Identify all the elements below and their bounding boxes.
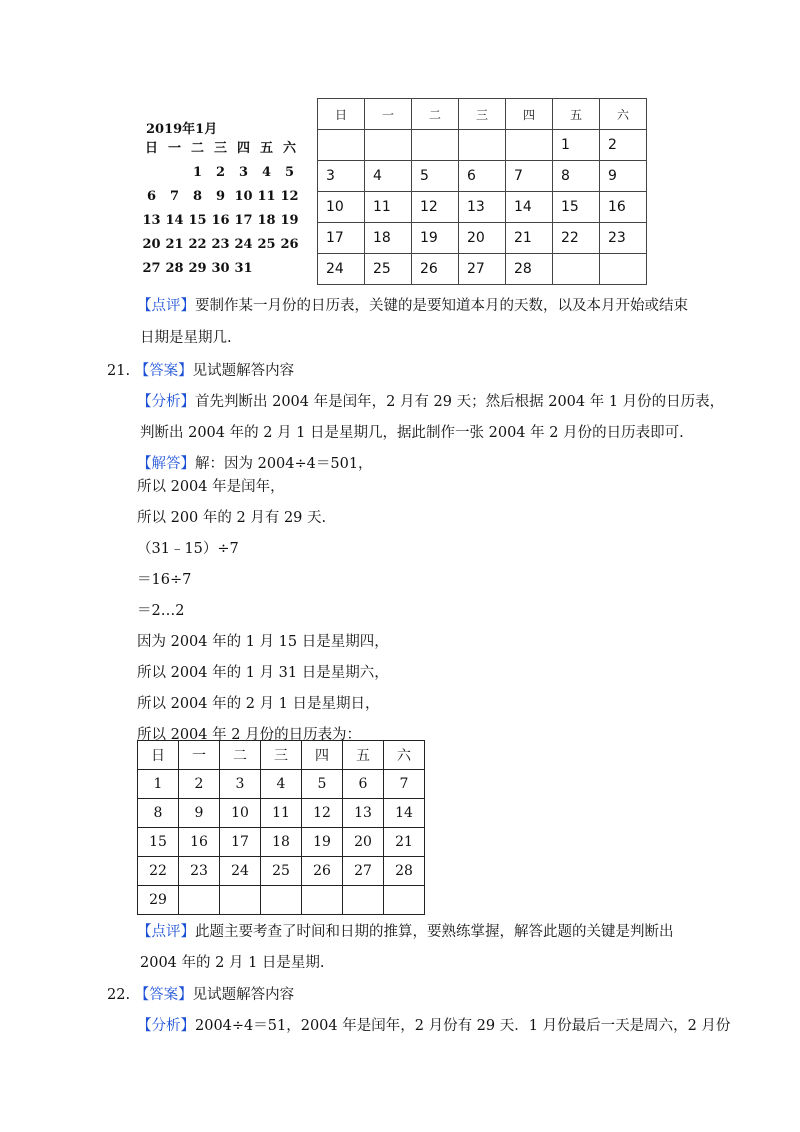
mini-day: 9 — [215, 189, 226, 204]
solution-text: 解：因为 2004÷4＝501， — [195, 456, 373, 472]
mini-weekday: 四 — [236, 141, 250, 156]
day-cell: 24 — [220, 857, 261, 886]
mini-day — [255, 260, 278, 278]
day-cell: 11 — [261, 799, 302, 828]
weekday-cell: 二 — [412, 99, 459, 130]
day-cell — [179, 886, 220, 915]
day-cell — [384, 886, 425, 915]
day-cell: 4 — [365, 161, 412, 192]
weekday-cell: 三 — [459, 99, 506, 130]
day-cell: 18 — [365, 223, 412, 254]
day-cell: 22 — [553, 223, 600, 254]
solution-line: 所以 2004 年的 2 月 1 日是星期日， — [137, 696, 380, 712]
day-cell: 20 — [459, 223, 506, 254]
day-cell: 9 — [600, 161, 647, 192]
day-cell: 10 — [220, 799, 261, 828]
day-cell: 6 — [459, 161, 506, 192]
day-cell — [302, 886, 343, 915]
weekday-cell: 四 — [302, 741, 343, 770]
solution-line: 所以 200 年的 2 月有 29 天. — [137, 510, 327, 526]
table-row — [138, 770, 425, 799]
day-cell — [365, 130, 412, 161]
table-header-row — [138, 741, 425, 770]
comment-tag: 【点评】 — [137, 298, 195, 314]
day-cell — [600, 254, 647, 285]
solution-line: 因为 2004 年的 1 月 15 日是星期四， — [137, 634, 389, 650]
comment-text: 此题主要考查了时间和日期的推算，要熟练掌握，解答此题的关键是判断出 — [195, 924, 674, 940]
q22-answer-line — [107, 985, 294, 1005]
day-cell — [459, 130, 506, 161]
mini-weekday: 五 — [259, 141, 273, 156]
day-cell: 24 — [318, 254, 365, 285]
mini-calendar-title: 2019年1月 — [146, 122, 218, 137]
mini-day: 15 — [188, 213, 207, 228]
weekday-cell: 三 — [261, 741, 302, 770]
day-cell: 9 — [179, 799, 220, 828]
day-cell: 23 — [179, 857, 220, 886]
day-cell: 27 — [459, 254, 506, 285]
day-cell: 2 — [600, 130, 647, 161]
comment20-line2: 日期是星期几. — [140, 330, 232, 346]
mini-day — [163, 164, 186, 182]
mini-weekday: 二 — [190, 141, 204, 156]
day-cell — [318, 130, 365, 161]
weekday-cell: 一 — [179, 741, 220, 770]
mini-day: 26 — [280, 237, 299, 252]
day-cell: 22 — [138, 857, 179, 886]
mini-day: 17 — [234, 213, 253, 228]
analysis-tag: 【分析】 — [137, 394, 195, 410]
comment21-line2: 2004 年的 2 月 1 日是星期. — [140, 955, 325, 971]
q22-analysis-line1 — [137, 1016, 730, 1036]
q21-analysis-line1 — [137, 392, 724, 412]
day-cell: 13 — [459, 192, 506, 223]
day-cell — [220, 886, 261, 915]
day-cell: 14 — [506, 192, 553, 223]
day-cell: 15 — [138, 828, 179, 857]
day-cell: 3 — [220, 770, 261, 799]
comment20-line1 — [137, 296, 688, 316]
mini-day: 14 — [165, 213, 184, 228]
analysis-tag: 【分析】 — [137, 1018, 195, 1034]
solution-line: 所以 2004 年是闰年， — [137, 479, 285, 495]
day-cell: 20 — [343, 828, 384, 857]
analysis-text: 2004÷4＝51，2004 年是闰年，2 月份有 29 天．1 月份最后一天是周六，2 月份 — [195, 1018, 731, 1034]
answer-text: 见试题解答内容 — [192, 987, 295, 1003]
table-row — [138, 828, 425, 857]
mini-day: 12 — [280, 189, 299, 204]
solution-tag: 【解答】 — [137, 456, 195, 472]
solution-line: ＝2…2 — [137, 603, 185, 619]
mini-day — [278, 260, 301, 278]
mini-day: 4 — [261, 165, 272, 180]
mini-day: 1 — [192, 165, 203, 180]
day-cell: 18 — [261, 828, 302, 857]
day-cell: 28 — [384, 857, 425, 886]
q21-solution-line — [137, 454, 373, 474]
day-cell — [261, 886, 302, 915]
weekday-cell: 四 — [506, 99, 553, 130]
weekday-cell: 六 — [600, 99, 647, 130]
day-cell — [506, 130, 553, 161]
day-cell: 7 — [384, 770, 425, 799]
day-cell: 8 — [138, 799, 179, 828]
day-cell: 5 — [302, 770, 343, 799]
table-row — [318, 254, 647, 285]
q21-analysis-line2: 判断出 2004 年的 2 月 1 日是星期几，据此制作一张 2004 年 2 月份的日历表即可. — [140, 425, 684, 441]
day-cell: 6 — [343, 770, 384, 799]
day-cell: 10 — [318, 192, 365, 223]
mini-day: 22 — [188, 237, 207, 252]
mini-day: 10 — [234, 189, 253, 204]
hand-calendar-table — [317, 98, 647, 285]
analysis-text: 首先判断出 2004 年是闰年，2 月有 29 天；然后根据 2004 年 1 月份的日历表， — [195, 394, 725, 410]
mini-day: 2 — [215, 165, 226, 180]
day-cell: 3 — [318, 161, 365, 192]
solution-line: （31﹣15）÷7 — [137, 541, 239, 557]
mini-day: 8 — [192, 189, 203, 204]
day-cell: 16 — [179, 828, 220, 857]
question-number: 22. — [107, 987, 131, 1003]
day-cell: 8 — [553, 161, 600, 192]
q21-answer-line — [107, 361, 294, 381]
mini-day: 27 — [142, 261, 161, 276]
day-cell: 21 — [384, 828, 425, 857]
table-row — [318, 161, 647, 192]
mini-weekday: 三 — [213, 141, 227, 156]
day-cell: 5 — [412, 161, 459, 192]
weekday-cell: 日 — [318, 99, 365, 130]
question-number: 21. — [107, 363, 131, 379]
day-cell: 2 — [179, 770, 220, 799]
table-row — [138, 799, 425, 828]
table-header-row — [318, 99, 647, 130]
weekday-cell: 六 — [384, 741, 425, 770]
day-cell — [343, 886, 384, 915]
day-cell — [412, 130, 459, 161]
comment21-line1 — [137, 922, 674, 942]
answer-text: 见试题解答内容 — [192, 363, 295, 379]
day-cell: 7 — [506, 161, 553, 192]
mini-day: 7 — [169, 189, 180, 204]
feb-calendar-table — [137, 740, 425, 915]
answer-tag: 【答案】 — [134, 987, 193, 1003]
day-cell: 26 — [302, 857, 343, 886]
day-cell: 19 — [302, 828, 343, 857]
weekday-cell: 二 — [220, 741, 261, 770]
mini-day: 16 — [211, 213, 230, 228]
day-cell: 28 — [506, 254, 553, 285]
day-cell: 26 — [412, 254, 459, 285]
day-cell: 27 — [343, 857, 384, 886]
day-cell: 13 — [343, 799, 384, 828]
day-cell: 1 — [553, 130, 600, 161]
mini-day: 3 — [238, 165, 249, 180]
day-cell: 21 — [506, 223, 553, 254]
answer-tag: 【答案】 — [134, 363, 193, 379]
mini-day: 25 — [257, 237, 276, 252]
day-cell — [553, 254, 600, 285]
day-cell: 23 — [600, 223, 647, 254]
mini-day: 11 — [257, 189, 276, 204]
day-cell: 15 — [553, 192, 600, 223]
mini-weekday: 一 — [167, 141, 181, 156]
day-cell: 12 — [302, 799, 343, 828]
solution-line: 所以 2004 年的 1 月 31 日是星期六， — [137, 665, 389, 681]
day-cell: 16 — [600, 192, 647, 223]
mini-day: 30 — [211, 261, 230, 276]
mini-day: 13 — [142, 213, 161, 228]
comment-text: 要制作某一月份的日历表，关键的是要知道本月的天数，以及本月开始或结束 — [195, 298, 688, 314]
mini-day: 29 — [188, 261, 207, 276]
mini-day: 5 — [284, 165, 295, 180]
day-cell: 25 — [261, 857, 302, 886]
mini-day: 24 — [234, 237, 253, 252]
day-cell: 29 — [138, 886, 179, 915]
mini-day: 28 — [165, 261, 184, 276]
weekday-cell: 日 — [138, 741, 179, 770]
mini-day: 6 — [146, 189, 157, 204]
day-cell: 4 — [261, 770, 302, 799]
mini-day: 18 — [257, 213, 276, 228]
day-cell: 19 — [412, 223, 459, 254]
mini-day: 19 — [280, 213, 299, 228]
table-row — [318, 130, 647, 161]
solution-line: 所以 2004 年 2 月份的日历表为： — [137, 727, 362, 743]
day-cell: 17 — [318, 223, 365, 254]
table-row — [318, 223, 647, 254]
weekday-cell: 五 — [553, 99, 600, 130]
mini-day: 20 — [142, 237, 161, 252]
mini-weekday: 日 — [144, 141, 158, 156]
table-row — [318, 192, 647, 223]
mini-day: 21 — [165, 237, 184, 252]
day-cell: 1 — [138, 770, 179, 799]
day-cell: 25 — [365, 254, 412, 285]
weekday-cell: 一 — [365, 99, 412, 130]
mini-day: 31 — [234, 261, 253, 276]
day-cell: 12 — [412, 192, 459, 223]
solution-line: ＝16÷7 — [137, 572, 192, 588]
table-row — [138, 886, 425, 915]
comment-tag: 【点评】 — [137, 924, 195, 940]
day-cell: 11 — [365, 192, 412, 223]
mini-day — [140, 164, 163, 182]
day-cell: 17 — [220, 828, 261, 857]
mini-day: 23 — [211, 237, 230, 252]
day-cell: 14 — [384, 799, 425, 828]
table-row — [138, 857, 425, 886]
weekday-cell: 五 — [343, 741, 384, 770]
mini-calendar-grid — [140, 140, 301, 278]
mini-weekday: 六 — [282, 141, 296, 156]
